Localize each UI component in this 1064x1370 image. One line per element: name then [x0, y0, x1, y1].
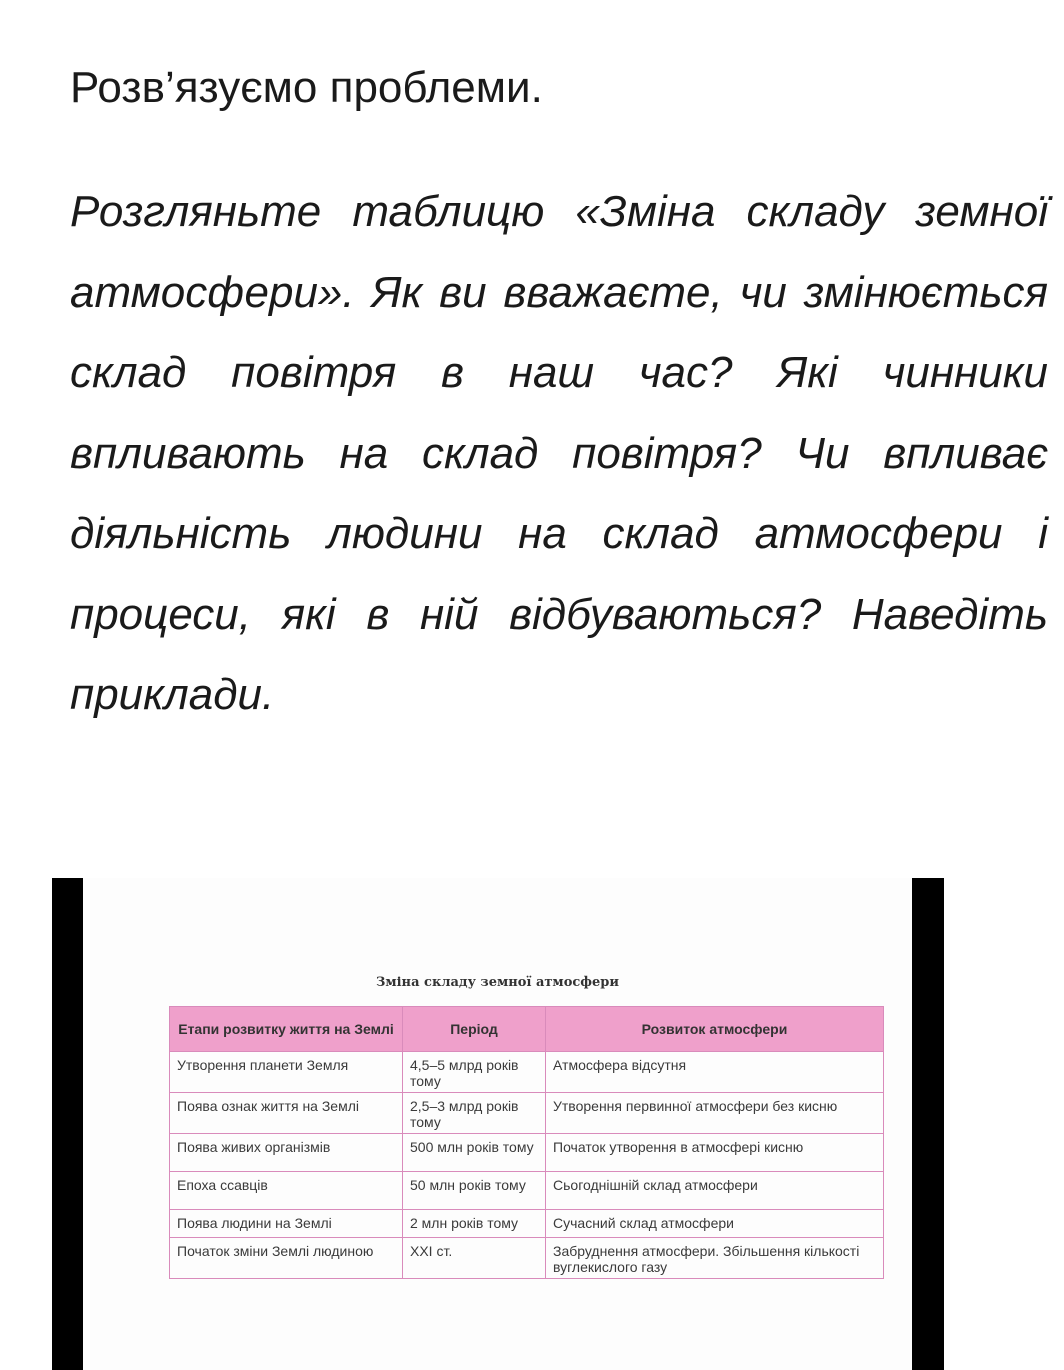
- table-row: [170, 1052, 884, 1093]
- cell-atmosphere: Утворення первинної атмосфери без кисню: [546, 1093, 884, 1134]
- cell-period: 2 млн років тому: [403, 1210, 546, 1238]
- cell-stage: Епоха ссавців: [170, 1172, 403, 1210]
- cell-atmosphere: Сучасний склад атмосфери: [546, 1210, 884, 1238]
- table-header-row: [170, 1007, 884, 1052]
- cell-atmosphere: Забруднення атмосфери. Збільшення кількості вуглекислого газу: [546, 1238, 884, 1279]
- header-cell-atmosphere: Розвиток атмосфери: [546, 1007, 884, 1052]
- cell-stage: Поява людини на Землі: [170, 1210, 403, 1238]
- cell-atmosphere: Атмосфера відсутня: [546, 1052, 884, 1093]
- cell-period: 50 млн років тому: [403, 1172, 546, 1210]
- cell-period: 2,5–3 млрд років тому: [403, 1093, 546, 1134]
- cell-stage: Поява ознак життя на Землі: [170, 1093, 403, 1134]
- task-paragraph: Розгляньте таблицю «Зміна складу земної атмосфери». Як ви вважаєте, чи змінюється склад повітря в наш час? Які чинники впливають на склад повітря? Чи впливає діяльність людини на склад атмосфери і процеси, які в ній відбуваються? Наведіть приклади.: [70, 187, 1048, 719]
- table-row: [170, 1134, 884, 1172]
- cell-atmosphere: Початок утворення в атмосфері кисню: [546, 1134, 884, 1172]
- header-cell-stage: Етапи розвитку життя на Землі: [170, 1007, 403, 1052]
- photo-border-left: [52, 878, 83, 1370]
- table-row: [170, 1172, 884, 1210]
- cell-stage: Поява живих організмів: [170, 1134, 403, 1172]
- table-row: [170, 1093, 884, 1134]
- atmosphere-table: [169, 1006, 884, 1279]
- cell-period: 4,5–5 млрд років тому: [403, 1052, 546, 1093]
- cell-period: 500 млн років тому: [403, 1134, 546, 1172]
- table-title: Зміна складу земної атмосфери: [375, 975, 620, 990]
- cell-period: XXI ст.: [403, 1238, 546, 1279]
- header-cell-period: Період: [403, 1007, 546, 1052]
- table-row: [170, 1238, 884, 1279]
- photo-border-right: [912, 878, 944, 1370]
- photo-page: [83, 878, 912, 1370]
- cell-stage: Початок зміни Землі людиною: [170, 1238, 403, 1279]
- page-heading: Розв’язуємо проблеми.: [70, 63, 543, 112]
- cell-atmosphere: Сьогоднішній склад атмосфери: [546, 1172, 884, 1210]
- cell-stage: Утворення планети Земля: [170, 1052, 403, 1093]
- table-row: [170, 1210, 884, 1238]
- table-photo: [52, 878, 944, 1370]
